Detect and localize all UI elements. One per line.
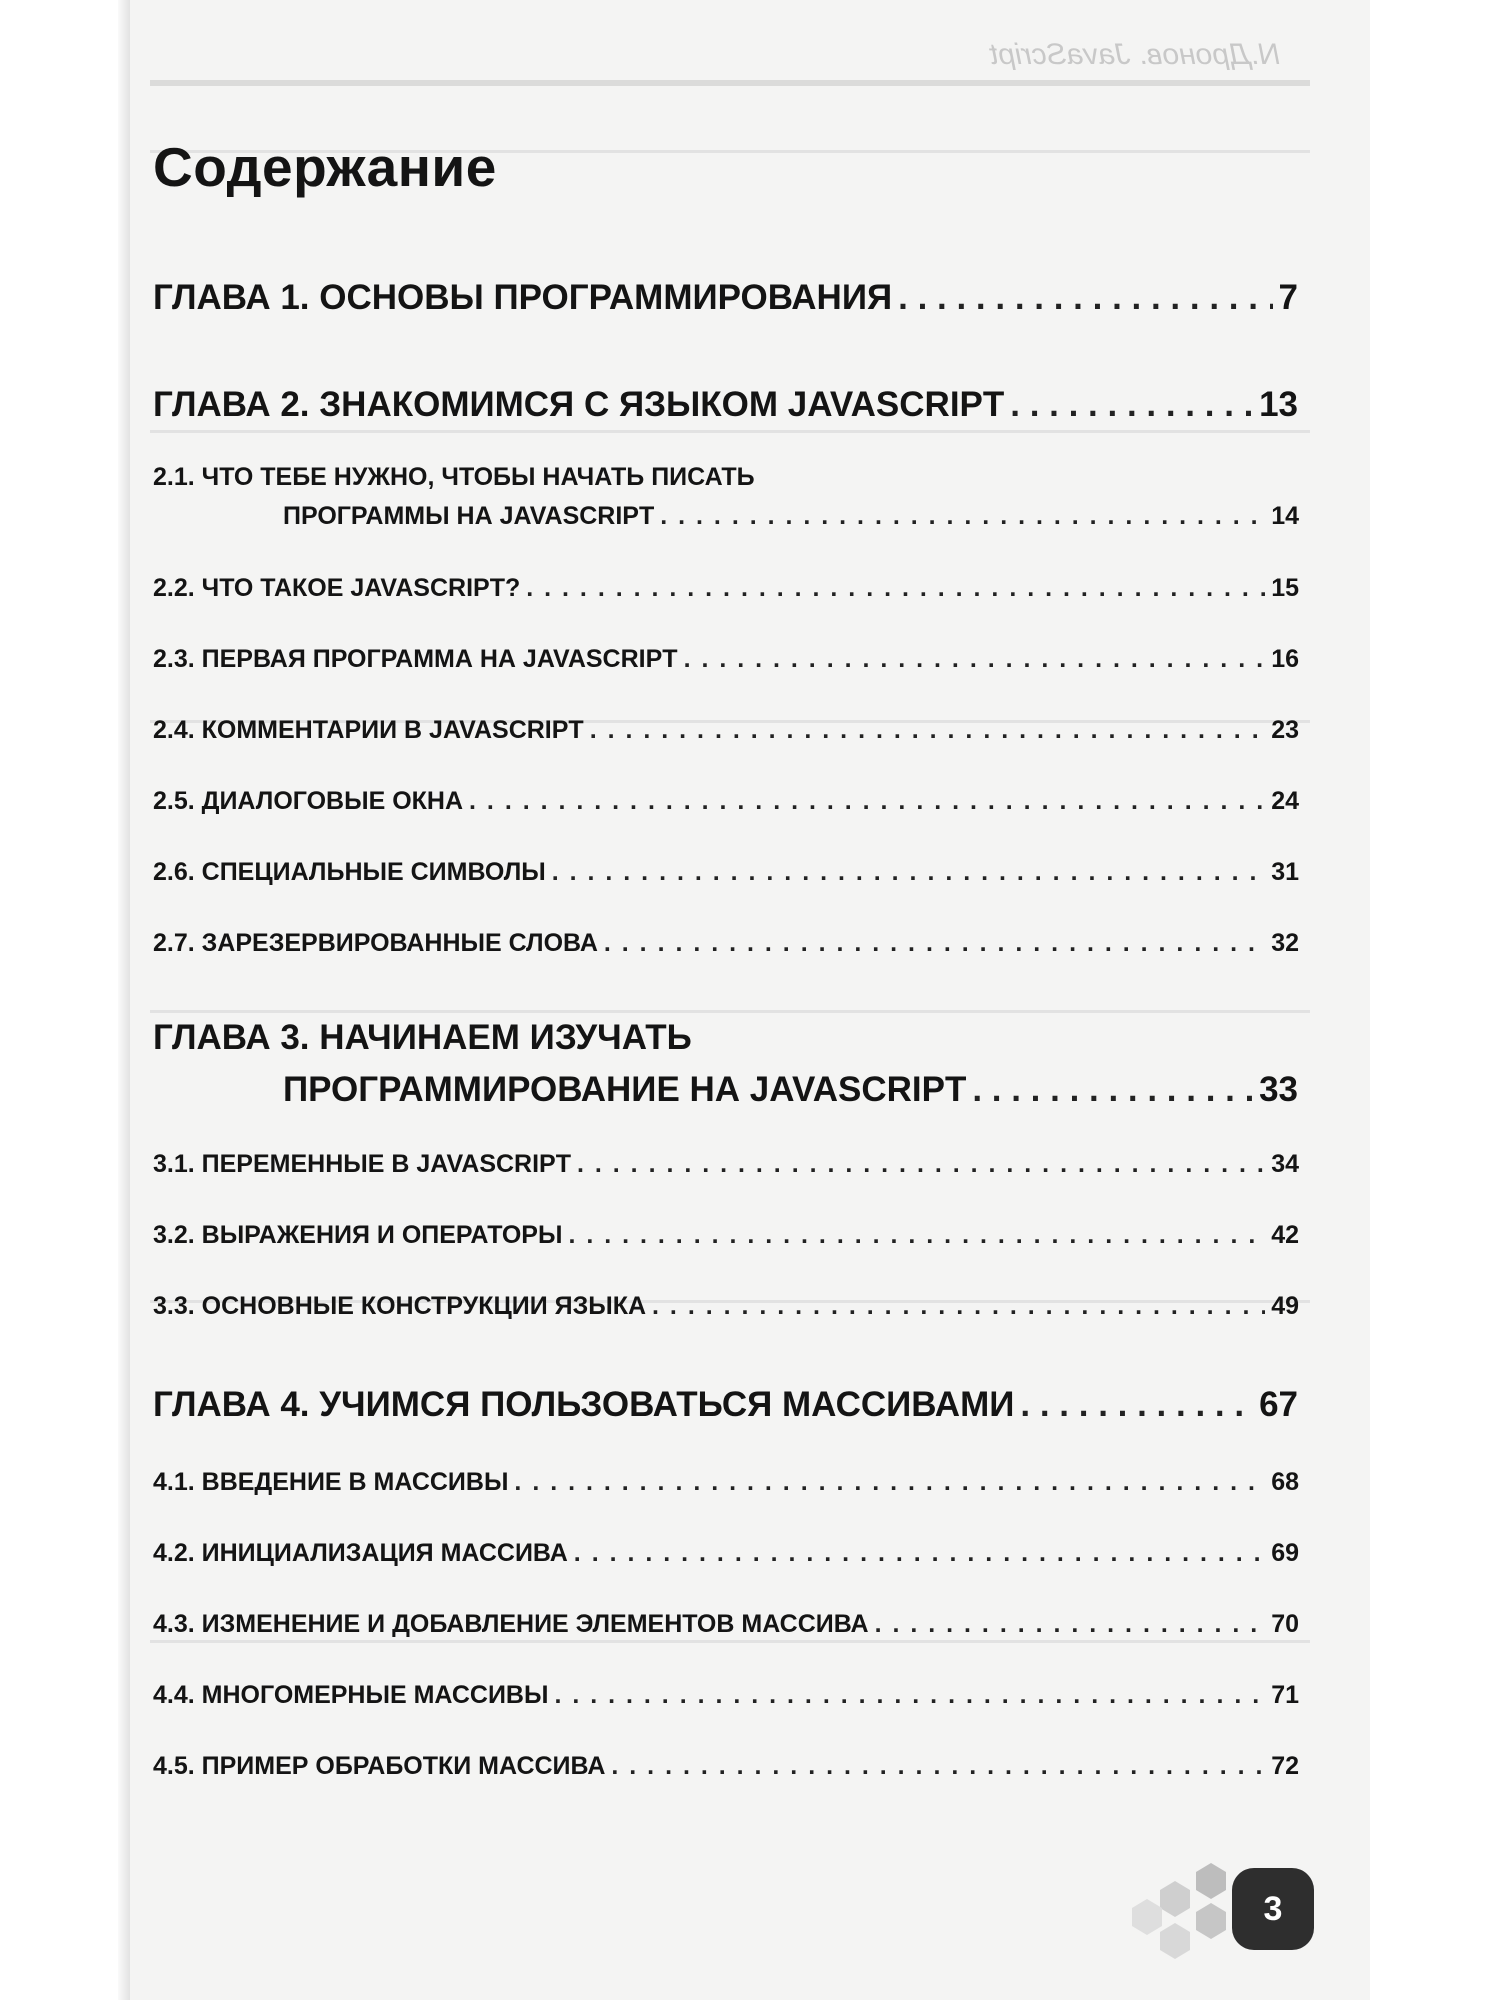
toc-page: 49	[1271, 1292, 1299, 1320]
bleed-line	[150, 430, 1310, 433]
toc-leader	[514, 1468, 1265, 1497]
toc-section-4-4	[153, 1681, 1299, 1710]
toc-leader	[972, 1070, 1253, 1110]
toc-label: 2.4. КОММЕНТАРИИ В JAVASCRIPT	[153, 716, 584, 744]
hexagon-icon	[1160, 1923, 1190, 1959]
toc-section-4-2	[153, 1539, 1299, 1568]
mirrored-running-header: N.Дронов. JavaScript	[990, 38, 1281, 71]
toc-leader	[568, 1221, 1265, 1250]
toc-leader	[590, 716, 1265, 745]
toc-page: 70	[1271, 1610, 1299, 1638]
toc-section-4-1	[153, 1468, 1299, 1497]
toc-label: 4.3. ИЗМЕНЕНИЕ И ДОБАВЛЕНИЕ ЭЛЕМЕНТОВ МАССИВА	[153, 1610, 869, 1638]
toc-section-3-3	[153, 1292, 1299, 1321]
toc-chapter-4	[153, 1385, 1298, 1425]
toc-leader	[574, 1539, 1265, 1568]
toc-chapter-2	[153, 385, 1298, 425]
toc-leader	[875, 1610, 1266, 1639]
hexagon-icon	[1196, 1903, 1226, 1939]
toc-label: ПРОГРАММИРОВАНИЕ НА JAVASCRIPT	[283, 1070, 967, 1109]
toc-label: 3.1. ПЕРЕМЕННЫЕ В JAVASCRIPT	[153, 1150, 571, 1178]
hexagon-icon	[1196, 1863, 1226, 1899]
toc-leader	[554, 1681, 1265, 1710]
toc-page: 7	[1278, 278, 1298, 317]
toc-label: 4.5. ПРИМЕР ОБРАБОТКИ МАССИВА	[153, 1752, 606, 1780]
toc-leader	[469, 787, 1265, 816]
toc-section-4-3	[153, 1610, 1299, 1639]
toc-label: 4.1. ВВЕДЕНИЕ В МАССИВЫ	[153, 1468, 509, 1496]
toc-page: 23	[1271, 716, 1299, 744]
toc-page: 24	[1271, 787, 1299, 815]
bleed-line	[150, 1640, 1310, 1643]
toc-leader	[552, 858, 1265, 887]
toc-label: ПРОГРАММЫ НА JAVASCRIPT	[283, 502, 655, 530]
toc-section-2-6	[153, 858, 1299, 887]
toc-page: 69	[1271, 1539, 1299, 1567]
toc-chapter-1	[153, 278, 1298, 318]
toc-page: 14	[1271, 502, 1299, 530]
hexagon-icon	[1132, 1899, 1162, 1935]
toc-label: 2.5. ДИАЛОГОВЫЕ ОКНА	[153, 787, 464, 815]
toc-section-2-4	[153, 716, 1299, 745]
toc-page: 33	[1259, 1070, 1298, 1109]
toc-leader	[898, 278, 1272, 318]
toc-section-3-2	[153, 1221, 1299, 1250]
toc-leader	[1010, 385, 1253, 425]
toc-leader	[577, 1150, 1265, 1179]
toc-chapter-3-line1: ГЛАВА 3. НАЧИНАЕМ ИЗУЧАТЬ	[153, 1018, 692, 1057]
toc-page: 31	[1271, 858, 1299, 886]
toc-label: ГЛАВА 2. ЗНАКОМИМСЯ С ЯЗЫКОМ JAVASCRIPT	[153, 385, 1005, 424]
toc-label: ГЛАВА 1. ОСНОВЫ ПРОГРАММИРОВАНИЯ	[153, 278, 893, 317]
page-number-badge: 3	[1232, 1868, 1314, 1950]
toc-page: 67	[1259, 1385, 1298, 1424]
header-rule	[150, 80, 1310, 86]
toc-page: 13	[1259, 385, 1298, 424]
toc-label: 2.7. ЗАРЕЗЕРВИРОВАННЫЕ СЛОВА	[153, 929, 598, 957]
toc-label: 3.2. ВЫРАЖЕНИЯ И ОПЕРАТОРЫ	[153, 1221, 563, 1249]
toc-leader	[660, 502, 1265, 531]
toc-leader	[1020, 1385, 1253, 1425]
toc-label: 4.4. МНОГОМЕРНЫЕ МАССИВЫ	[153, 1681, 549, 1709]
toc-page: 15	[1271, 574, 1299, 602]
toc-page: 71	[1271, 1681, 1299, 1709]
bleed-line	[150, 1010, 1310, 1013]
toc-section-4-5	[153, 1752, 1299, 1781]
toc-section-2-2	[153, 574, 1299, 603]
toc-label: 2.3. ПЕРВАЯ ПРОГРАММА НА JAVASCRIPT	[153, 645, 678, 673]
toc-section-2-5	[153, 787, 1299, 816]
toc-page: 72	[1271, 1752, 1299, 1780]
toc-chapter-3	[283, 1070, 1298, 1110]
toc-label: 3.3. ОСНОВНЫЕ КОНСТРУКЦИИ ЯЗЫКА	[153, 1292, 647, 1320]
toc-section-2-3	[153, 645, 1299, 674]
toc-section-2-7	[153, 929, 1299, 958]
toc-page: 32	[1271, 929, 1299, 957]
toc-page: 34	[1271, 1150, 1299, 1178]
toc-section-label-line1: 2.1. ЧТО ТЕБЕ НУЖНО, ЧТОБЫ НАЧАТЬ ПИСАТЬ	[153, 463, 755, 491]
toc-leader	[652, 1292, 1265, 1321]
toc-label: ГЛАВА 4. УЧИМСЯ ПОЛЬЗОВАТЬСЯ МАССИВАМИ	[153, 1385, 1015, 1424]
page-title: Содержание	[153, 136, 497, 198]
toc-section-3-1	[153, 1150, 1299, 1179]
toc-section-2-1	[283, 502, 1299, 531]
hexagon-icon	[1160, 1881, 1190, 1917]
toc-label: 4.2. ИНИЦИАЛИЗАЦИЯ МАССИВА	[153, 1539, 568, 1567]
toc-label: 2.6. СПЕЦИАЛЬНЫЕ СИМВОЛЫ	[153, 858, 546, 886]
toc-leader	[611, 1752, 1265, 1781]
toc-page: 68	[1271, 1468, 1299, 1496]
toc-page: 16	[1271, 645, 1299, 673]
toc-page: 42	[1271, 1221, 1299, 1249]
toc-leader	[604, 929, 1265, 958]
toc-label: 2.2. ЧТО ТАКОЕ JAVASCRIPT?	[153, 574, 521, 602]
toc-leader	[684, 645, 1266, 674]
toc-leader	[526, 574, 1265, 603]
